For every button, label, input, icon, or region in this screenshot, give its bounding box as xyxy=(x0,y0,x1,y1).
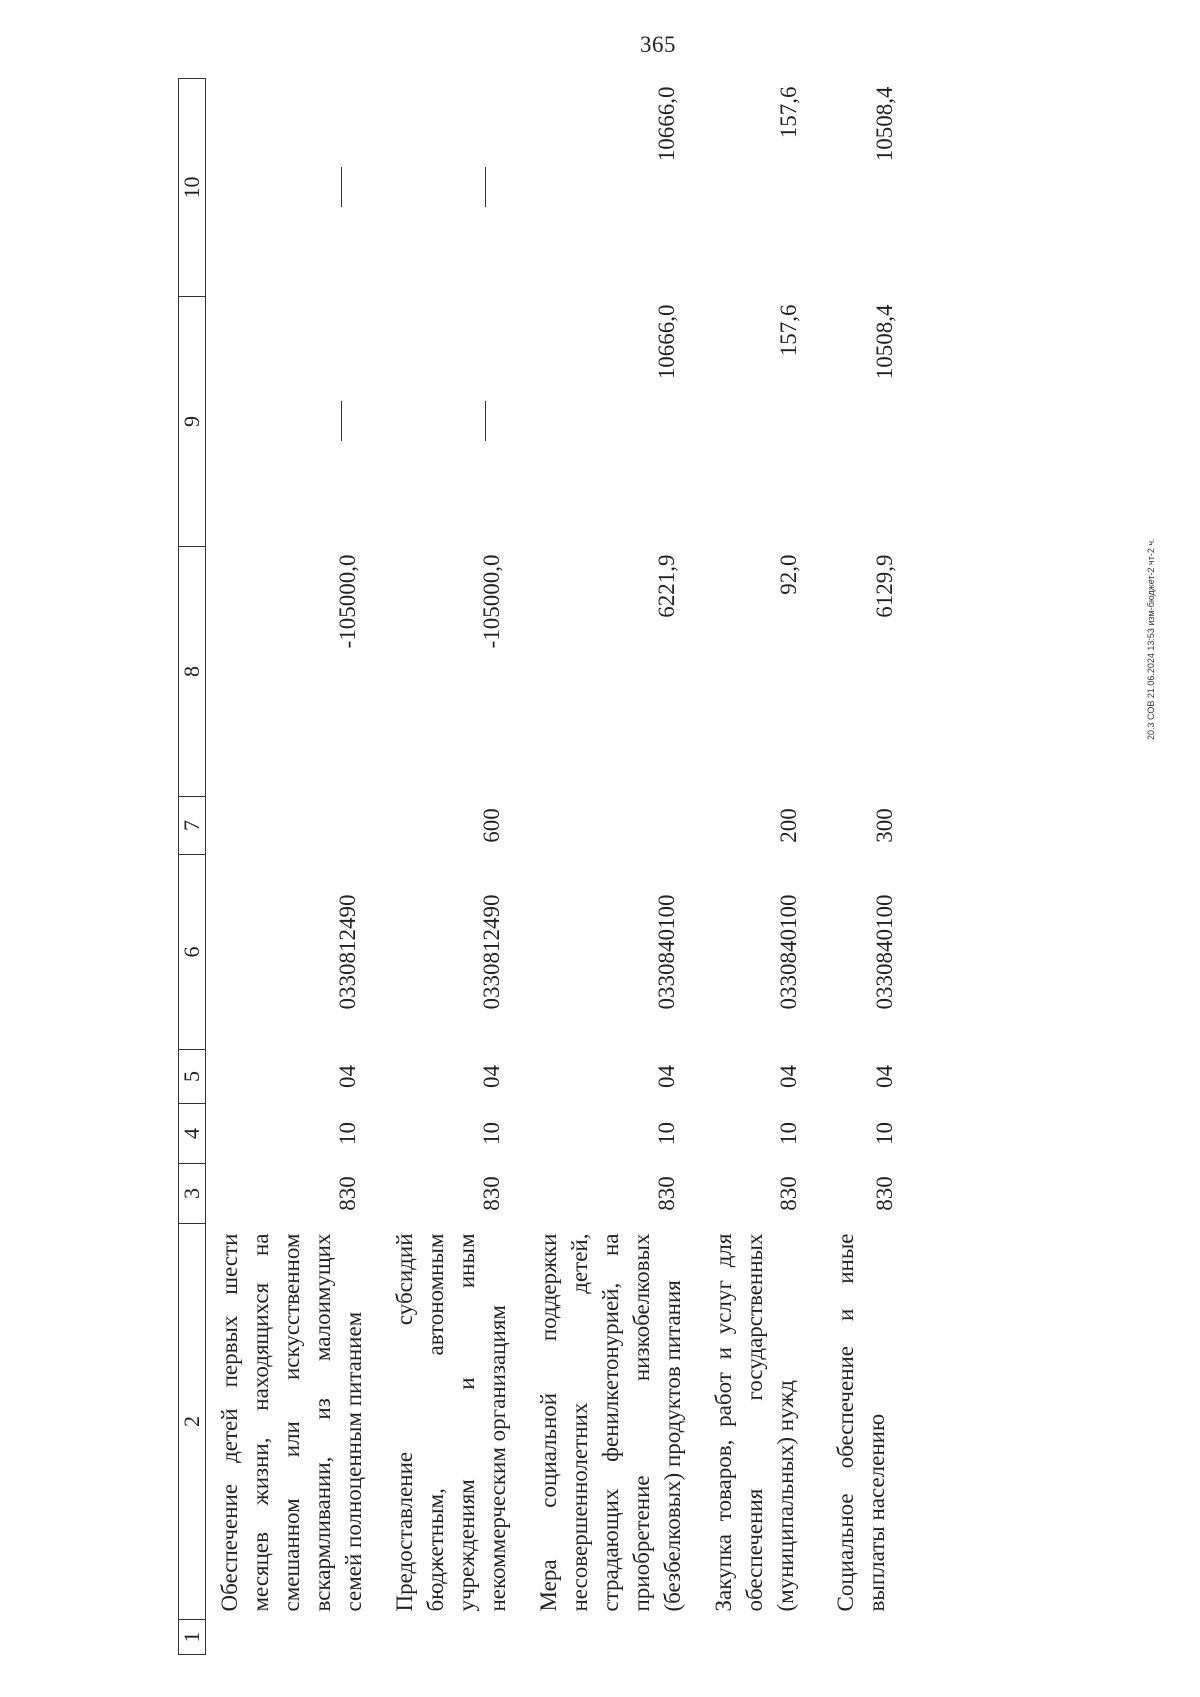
dash-mark xyxy=(485,402,486,442)
cell-col3: 830 xyxy=(776,1176,801,1211)
cell-col6: 0330840100 xyxy=(654,894,679,1010)
cell-col9: 10666,0 xyxy=(654,304,679,380)
table-row xyxy=(381,79,515,1655)
cell-col3: 830 xyxy=(654,1176,679,1211)
cell-col4: 10 xyxy=(335,1122,360,1145)
header-col-5: 5 xyxy=(179,1050,206,1104)
cell-col9: 157,6 xyxy=(776,304,801,357)
budget-table-rotated xyxy=(178,79,1031,1655)
cell-col7: 300 xyxy=(872,808,897,843)
cell-col3: 830 xyxy=(872,1176,897,1211)
row-description: Предоставление субсидий бюджетным, автономным учреждениям и иным некоммерческим организациям xyxy=(392,1233,510,1612)
cell-col6: 0330840100 xyxy=(776,894,801,1010)
cell-col8: -105000,0 xyxy=(479,554,504,649)
row-description: Мера социальной поддержки несовершеннолетних детей, страдающих фенилкетонурией, на приобретение низкобелковых (безбелковых) продуктов питания xyxy=(536,1233,685,1612)
table-row xyxy=(206,79,372,1655)
cell-col4: 10 xyxy=(872,1122,897,1145)
budget-table xyxy=(178,78,908,1655)
cell-col7: 200 xyxy=(776,808,801,843)
cell-col8: 6221,9 xyxy=(654,554,679,618)
header-col-7: 7 xyxy=(179,797,206,855)
cell-col9-dash xyxy=(206,297,372,547)
cell-col4: 10 xyxy=(479,1122,504,1145)
cell-col7 xyxy=(206,797,372,855)
side-note-text: 20.3 СОВ 21.06.2024 13:53 изм-бюджет-2 чт-2 ч. xyxy=(1146,538,1156,740)
cell-col10: 10508,4 xyxy=(872,86,897,162)
cell-col4: 10 xyxy=(654,1122,679,1145)
cell-col7 xyxy=(525,797,690,855)
cell-col6: 0330840100 xyxy=(872,894,897,1010)
cell-col10-dash xyxy=(381,79,515,297)
header-col-4: 4 xyxy=(179,1104,206,1164)
page-number: 365 xyxy=(640,32,676,57)
cell-col9-dash xyxy=(381,297,515,547)
cell-col3: 830 xyxy=(335,1176,360,1211)
cell-col10-dash xyxy=(206,79,372,297)
cell-col8: 6129,9 xyxy=(872,554,897,618)
cell-col7: 600 xyxy=(479,808,504,843)
cell-col6: 0330812490 xyxy=(479,894,504,1010)
header-col-6: 6 xyxy=(179,855,206,1050)
cell-col5: 04 xyxy=(335,1065,360,1088)
cell-col10: 157,6 xyxy=(776,86,801,139)
header-col-9: 9 xyxy=(179,297,206,547)
table-row xyxy=(822,79,908,1655)
header-col-2: 2 xyxy=(179,1224,206,1620)
header-col-1: 1 xyxy=(179,1620,206,1655)
cell-col8: -105000,0 xyxy=(335,554,360,649)
header-col-8: 8 xyxy=(179,547,206,797)
row-description: Закупка товаров, работ и услуг для обеспечения государственных (муниципальных) нужд xyxy=(711,1233,798,1612)
dash-mark xyxy=(485,168,486,208)
header-row xyxy=(179,79,206,1655)
cell-col3: 830 xyxy=(479,1176,504,1211)
cell-col6: 0330812490 xyxy=(335,894,360,1010)
table-row xyxy=(700,79,812,1655)
cell-col8: 92,0 xyxy=(776,554,801,595)
cell-col5: 04 xyxy=(872,1065,897,1088)
row-description: Обеспечение детей первых шести месяцев жизни, находящихся на смешанном или искусственном вскармливании, из малоимущих семей полноценным питанием xyxy=(217,1233,366,1612)
cell-col5: 04 xyxy=(654,1065,679,1088)
cell-col4: 10 xyxy=(776,1122,801,1145)
cell-col9: 10508,4 xyxy=(872,304,897,380)
header-col-10: 10 xyxy=(179,79,206,297)
dash-mark xyxy=(341,168,342,208)
header-col-3: 3 xyxy=(179,1164,206,1224)
table-row xyxy=(525,79,690,1655)
cell-col5: 04 xyxy=(776,1065,801,1088)
dash-mark xyxy=(341,402,342,442)
cell-col10: 10666,0 xyxy=(654,86,679,162)
row-description: Социальное обеспечение и иные выплаты населению xyxy=(833,1233,889,1612)
cell-col5: 04 xyxy=(479,1065,504,1088)
